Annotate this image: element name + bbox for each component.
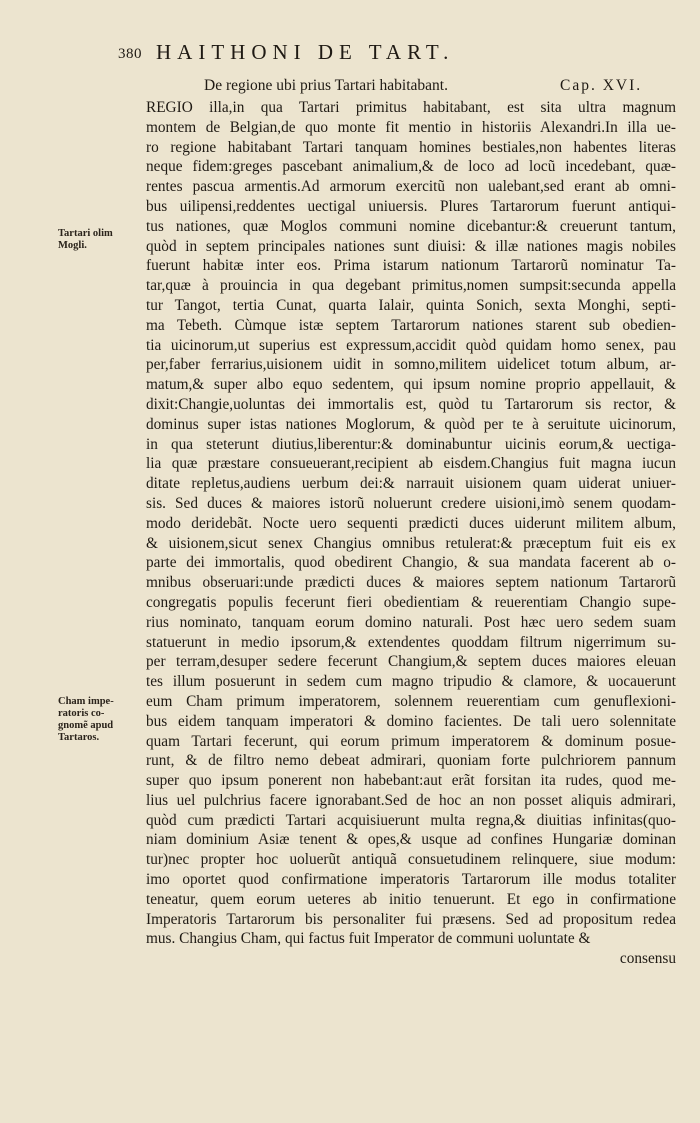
page-header <box>118 40 558 70</box>
text-line: bus uilipensi,reddentes uectigal uniuersis. Plures Tartarorum fuerunt antiqui- <box>146 197 676 215</box>
text-line: per terram,desuper sedere fecerunt Changium,& septem duces maiores eleuan <box>146 653 676 671</box>
chapter-number: Cap. XVI. <box>560 77 643 94</box>
text-line: tur Tangot, tertia Cunat, quarta Ialair, quinta Sonich, sexta Monghi, septi- <box>146 296 676 314</box>
text-line: fuerunt habitæ inter eos. Prima istarum nationum Tartarorũ nominatur Ta- <box>146 257 676 275</box>
text-line: dominus super istas nationes Moglorum, & quòd per te à seruitute uicinorum, <box>146 415 676 433</box>
text-line: congregatis populis fecerunt fieri obedientiam & reuerentiam Changio supe- <box>146 593 676 611</box>
text-line: quòd in septem principales nationes sunt diuisi: & illæ nationes magis nobiles <box>146 237 676 255</box>
text-line: bus eidem tanquam imperatori & domino facientes. De tali uero solennitate <box>146 712 676 730</box>
text-line: & uisionem,sicut senex Changius omnibus retulerat:& præceptum fuit eis ex <box>146 534 676 552</box>
text-line: sis. Sed duces & maiores istorũ noluerunt credere uisioni,imò senem quodam- <box>146 494 676 512</box>
text-line: montem de Belgian,de quo monte fit mentio in historiis Alexandri.In illa ue- <box>146 118 676 136</box>
margin-note <box>58 696 146 744</box>
running-title: HAITHONI DE TART. <box>156 40 455 64</box>
text-line: consensu <box>619 950 676 968</box>
text-line: tur)nec propter hoc uoluerũt antiquã consuetudinem relinquere, siue modum: <box>146 851 676 869</box>
margin-note-line: ratoris co- <box>58 708 105 719</box>
text-line: in qua steterunt diutius,liberentur:& dominabuntur uicinis eorum,& uectiga- <box>146 435 676 453</box>
text-line: mus. Changius Cham, qui factus fuit Imperator de communi uoluntate & <box>146 930 591 948</box>
body-text <box>146 98 676 969</box>
text-line: quòd cum prædicti Tartari acquisiuerunt multa regna,& diuitias infinitas(quo- <box>146 811 676 829</box>
text-line: REGIO illa,in qua Tartari primitus habitabant, est sita ultra magnum <box>146 99 676 116</box>
text-line: neque fidem:greges pascebant animalium,& de loco ad locũ incedebant, quæ- <box>146 158 676 176</box>
text-line: ditate repletus,audiens uerbum dei:& narrauit uisionem quam uiderat uniuer- <box>146 475 676 493</box>
text-line: dixit:Changie,uoluntas dei immortalis est, quòd tu Tartarorum sis rector, & <box>146 395 676 413</box>
text-line: ro regione habitabant Tartari tanquam homines bestiales,non habentes literas <box>146 138 676 156</box>
margin-note <box>58 228 146 252</box>
margin-note-line: Tartari olim <box>58 228 113 239</box>
margin-note-line: Cham impe- <box>58 696 114 707</box>
text-line: per,faber ferrarius,uisionem uidit in somno,militem uidelicet totum album, ar- <box>146 356 676 374</box>
text-line: teneatur, quem eorum ueteres ab initio tenuerunt. Et ego in confirmatione <box>146 890 676 908</box>
text-line: niam dominium Asiæ tenent & opes,& usque ad confines Hungariæ dominan <box>146 831 676 849</box>
chapter-title: De regione ubi prius Tartari habitabant. <box>204 77 448 94</box>
page-number: 380 <box>118 46 142 62</box>
margin-note-line: gnomẽ apud <box>58 720 114 731</box>
margin-note-line: Mogli. <box>58 240 87 251</box>
text-line: rius nominato, tanquam eorum domino naturali. Post hæc uero sedem suam <box>146 613 676 631</box>
text-line: runt, & de filtro nemo debeat admirari, quoniam forte pulchriorem pannum <box>146 752 676 770</box>
chapter-heading <box>204 77 674 99</box>
text-line: lia quæ præstare consueuerant,recipient ab eisdem.Changius fuit magna iucun <box>146 455 676 473</box>
text-line: statuerunt in medio ipsorum,& extendentes quoddam filtrum nigerrimum su- <box>146 633 676 651</box>
text-line: tia uicinorum,ut superius est expressum,accidit quòd quidam homo senex, pau <box>146 336 676 354</box>
text-line: quam Tartari fecerunt, qui eorum primum imperatorem & dominum posue- <box>146 732 676 750</box>
text-line: lius uel pulchrius facere ignorabant.Sed de hoc an non posset aliquis admirari, <box>146 791 676 809</box>
text-line: ma Tebeth. Cùmque istæ septem Tartarorum nationes starent sub obedien- <box>146 316 676 334</box>
margin-note-line: Tartaros. <box>58 732 100 743</box>
text-line: Imperatoris Tartarorum bis personaliter fui præsens. Sed ad propositum redea <box>146 910 676 928</box>
text-line: parte dei immortalis, quod obedirent Changio, & sua mandata facerent ab o- <box>146 554 676 572</box>
text-line: tes illum posuerunt in sedem cum magno tripudio & clamore, & uocauerunt <box>146 673 676 691</box>
text-line: imo oportet quod confirmatione imperatoris Tartarorum ille modus totaliter <box>146 871 676 889</box>
text-line: modo deridebãt. Nocte uero sequenti prædicti duces uiderunt militem album, <box>146 514 676 532</box>
text-line: rentes pascua armentis.Ad armorum exercitũ non ualebant,sed erant ab omni- <box>146 178 676 196</box>
text-line: eum Cham primum imperatorem, solennem reuerentiam cum genuflexioni- <box>146 692 676 710</box>
text-line: matum,& super albo equo sedentem, qui ipsum nomine proprio appellauit, & <box>146 376 676 394</box>
text-line: mnibus obseruari:unde prædicti duces & maiores septem nationum Tartarorũ <box>146 574 676 592</box>
text-line: tus nationes, quæ Moglos communi nomine dicebantur:& creuerunt tantum, <box>146 217 676 235</box>
text-line: super quo ipsum ponerent non habebant:aut erãt forsitan ita rudes, quod me- <box>146 772 676 790</box>
text-line: tar,quæ à prouincia in qua degebant primitus,nomen sumpsit:secunda appella <box>146 277 676 295</box>
